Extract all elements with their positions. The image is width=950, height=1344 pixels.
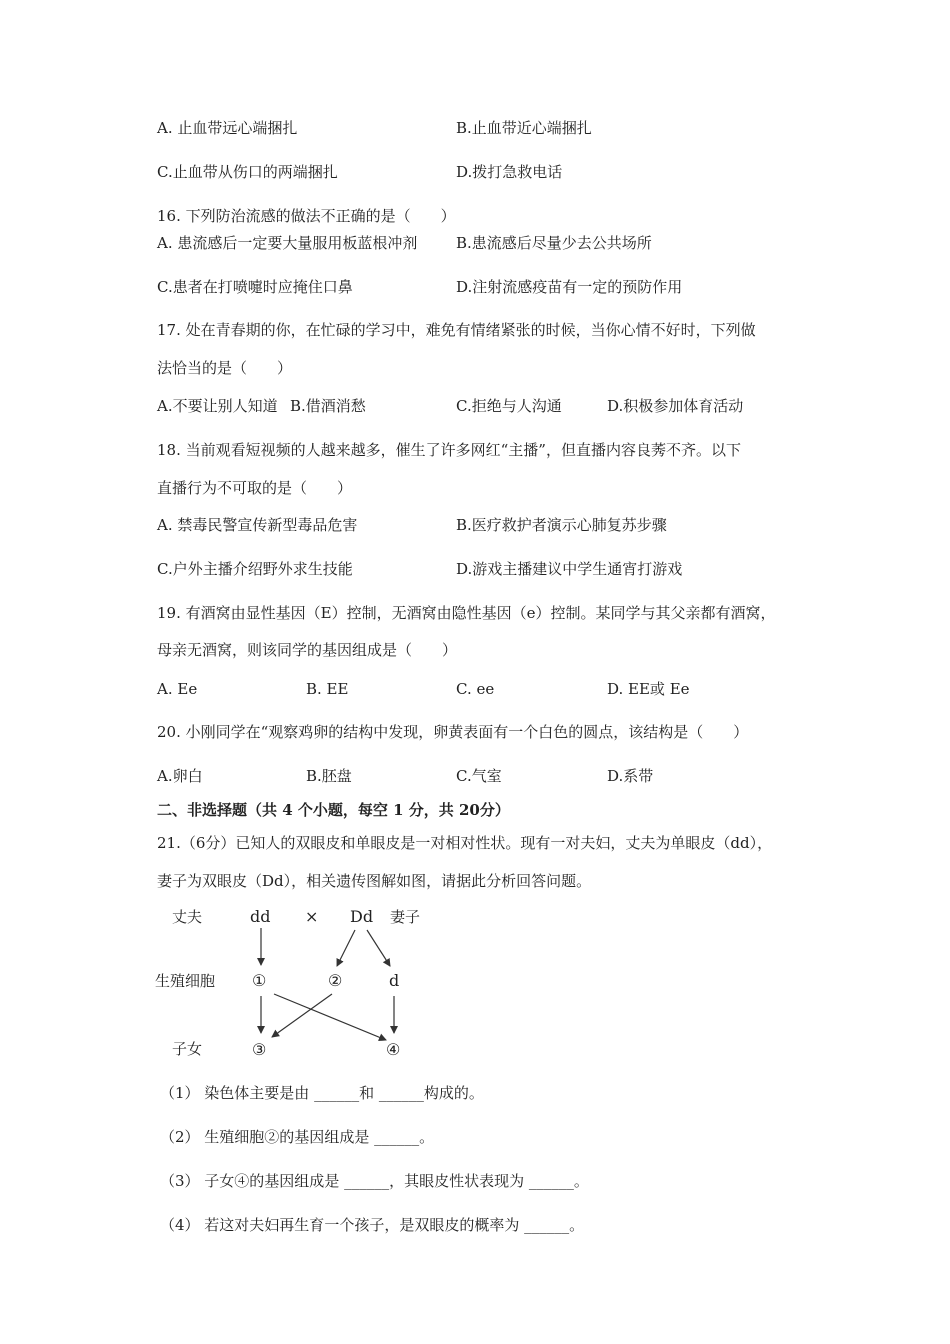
- q21-sub2: （2） 生殖细胞②的基因组成是 ______。: [160, 1128, 435, 1146]
- q18-option-b: B.医疗救护者演示心肺复苏步骤: [456, 516, 667, 534]
- diagram-row-label-husband: 丈夫: [172, 908, 203, 926]
- q20-option-b: B.胚盘: [306, 767, 352, 785]
- q18-stem-line2: 直播行为不可取的是（ ）: [157, 479, 353, 497]
- q16-option-d: D.注射流感疫苗有一定的预防作用: [456, 278, 683, 296]
- q19-stem-line2: 母亲无酒窝，则该同学的基因组成是（ ）: [157, 641, 458, 659]
- q17-stem-line1: 17. 处在青春期的你，在忙碌的学习中，难免有情绪紧张的时候，当你心情不好时，下列做: [157, 321, 756, 339]
- q16-stem: 16. 下列防治流感的做法不正确的是（ ）: [157, 207, 456, 225]
- q15-option-d: D.拨打急救电话: [456, 163, 563, 181]
- q21-sub3: （3） 子女④的基因组成是 ______，其眼皮性状表现为 ______。: [160, 1172, 589, 1190]
- q15-option-c: C.止血带从伤口的两端捆扎: [157, 163, 338, 181]
- q17-option-d: D.积极参加体育活动: [607, 397, 744, 415]
- arrow-gamete2-to-child3: [272, 994, 332, 1037]
- q19-option-a: A. Ee: [157, 680, 198, 698]
- diagram-row-label-child: 子女: [172, 1040, 203, 1058]
- q17-option-b: B.借酒消愁: [290, 397, 366, 415]
- q18-option-d: D.游戏主播建议中学生通宵打游戏: [456, 560, 683, 578]
- diagram-mother-genotype: Dd: [350, 907, 374, 926]
- q20-option-a: A.卵白: [157, 767, 203, 785]
- q21-stem-line1: 21.（6分）已知人的双眼皮和单眼皮是一对相对性状。现有一对夫妇，丈夫为单眼皮（dd），: [157, 834, 773, 852]
- q19-stem-line1: 19. 有酒窝由显性基因（E）控制，无酒窝由隐性基因（e）控制。某同学与其父亲都有酒窝，: [157, 604, 776, 622]
- q19-option-c: C. ee: [456, 680, 495, 698]
- q17-stem-line2: 法恰当的是（ ）: [157, 359, 293, 377]
- q18-option-a: A. 禁毒民警宣传新型毒品危害: [157, 516, 358, 534]
- q21-stem-line2: 妻子为双眼皮（Dd），相关遗传图解如图，请据此分析回答问题。: [157, 872, 592, 890]
- q20-stem: 20. 小刚同学在“观察鸡卵的结构中发现，卵黄表面有一个白色的圆点，该结构是（ ）: [157, 723, 749, 741]
- diagram-gamete-1: ①: [252, 971, 267, 990]
- diagram-gamete-d: d: [389, 971, 400, 990]
- q20-option-c: C.气室: [456, 767, 502, 785]
- q17-option-a: A.不要让别人知道: [157, 397, 278, 415]
- diagram-father-genotype: dd: [250, 907, 271, 926]
- q19-option-d: D. EE或 Ee: [607, 680, 690, 698]
- arrow-gamete1-to-child4: [274, 994, 386, 1040]
- diagram-cross-symbol: ×: [305, 907, 319, 926]
- q18-stem-line1: 18. 当前观看短视频的人越来越多，催生了许多网红“主播”，但直播内容良莠不齐。以下: [157, 441, 741, 459]
- q16-option-c: C.患者在打喷嚏时应掩住口鼻: [157, 278, 353, 296]
- q20-option-d: D.系带: [607, 767, 654, 785]
- q18-option-c: C.户外主播介绍野外求生技能: [157, 560, 353, 578]
- diagram-mother-label: 妻子: [390, 908, 421, 926]
- section-2-heading: 二、非选择题（共 4 个小题，每空 1 分，共 20分）: [157, 801, 510, 819]
- q21-sub1: （1） 染色体主要是由 ______和 ______构成的。: [160, 1084, 484, 1102]
- diagram-child-4: ④: [386, 1040, 401, 1059]
- q19-option-b: B. EE: [306, 680, 349, 698]
- q21-sub4: （4） 若这对夫妇再生育一个孩子，是双眼皮的概率为 ______。: [160, 1216, 585, 1234]
- q15-option-a: A. 止血带远心端捆扎: [157, 119, 298, 137]
- q16-option-b: B.患流感后尽量少去公共场所: [456, 234, 652, 252]
- arrow-mother-to-gamete-d: [367, 930, 390, 966]
- q17-option-c: C.拒绝与人沟通: [456, 397, 562, 415]
- diagram-row-label-gamete: 生殖细胞: [155, 972, 216, 990]
- arrow-mother-to-gamete2: [337, 930, 355, 966]
- diagram-gamete-2: ②: [328, 971, 343, 990]
- q16-option-a: A. 患流感后一定要大量服用板蓝根冲剂: [157, 234, 418, 252]
- diagram-child-3: ③: [252, 1040, 267, 1059]
- q15-option-b: B.止血带近心端捆扎: [456, 119, 592, 137]
